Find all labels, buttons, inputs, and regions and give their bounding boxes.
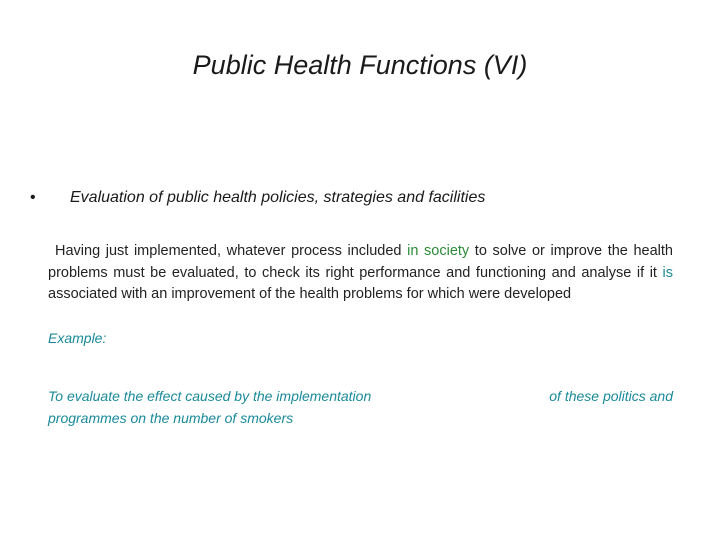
example-line-1 bbox=[48, 385, 673, 407]
example-label: Example: bbox=[48, 330, 107, 346]
slide-title: Public Health Functions (VI) bbox=[192, 50, 528, 80]
paragraph-highlight-society: in society bbox=[407, 243, 470, 259]
example-line-2: programmes on the number of smokers bbox=[48, 410, 294, 426]
paragraph-part-3: to solve or improve the health problems must be evaluated, to check its right performance and functioning and analyse if it bbox=[48, 243, 673, 281]
example-text bbox=[48, 385, 673, 429]
example-line-1-left: To evaluate the effect caused by the implementation bbox=[48, 388, 372, 404]
example-line-1-right: of these politics and bbox=[549, 388, 673, 404]
paragraph-highlight-is: is bbox=[662, 264, 673, 281]
paragraph-part-5: associated with an improvement of the health problems for which were developed bbox=[48, 286, 572, 302]
bullet-item bbox=[30, 189, 690, 207]
description-paragraph bbox=[48, 241, 673, 306]
bullet-dot-icon: • bbox=[30, 189, 36, 206]
bullet-text: Evaluation of public health policies, strategies and facilities bbox=[70, 189, 486, 206]
paragraph-part-1: Having just implemented, whatever process included bbox=[55, 243, 408, 259]
